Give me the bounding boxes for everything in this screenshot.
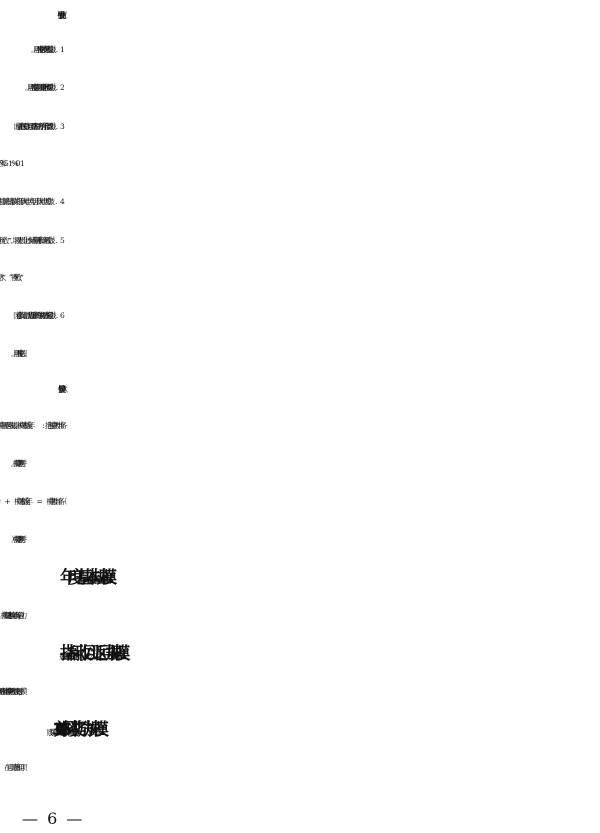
definition-recovery-return bbox=[0, 642, 600, 669]
formula-line-2 bbox=[0, 528, 600, 552]
definition-630-reward-cont bbox=[0, 756, 600, 780]
intro-line-2 bbox=[0, 452, 600, 476]
list-item-5-cont bbox=[0, 266, 600, 290]
definition-recovery-return-cont bbox=[0, 680, 600, 704]
list-item-5 bbox=[0, 229, 600, 253]
list-item-6 bbox=[0, 304, 600, 328]
list-item-3 bbox=[0, 115, 600, 139]
definition-term: 年度基本规模: bbox=[60, 568, 106, 588]
section-heading-6 bbox=[0, 378, 600, 402]
list-item-1 bbox=[0, 38, 600, 62]
list-item-6-cont bbox=[0, 342, 600, 366]
section-heading-5 bbox=[0, 4, 600, 28]
definition-term: 指标收回返回规模: bbox=[60, 644, 119, 664]
list-item-4 bbox=[0, 190, 600, 214]
definition-term: 6 · 30 并网奖励规模: bbox=[60, 720, 97, 740]
definition-annual-basic bbox=[0, 566, 600, 593]
intro-line-1 bbox=[0, 414, 600, 438]
formula-line-1 bbox=[0, 490, 600, 514]
list-item-2 bbox=[0, 76, 600, 100]
list-item-3-cont bbox=[0, 152, 600, 176]
page-number: — 6 — bbox=[22, 809, 85, 828]
definition-630-reward bbox=[0, 718, 600, 745]
definition-annual-basic-cont bbox=[0, 604, 600, 628]
